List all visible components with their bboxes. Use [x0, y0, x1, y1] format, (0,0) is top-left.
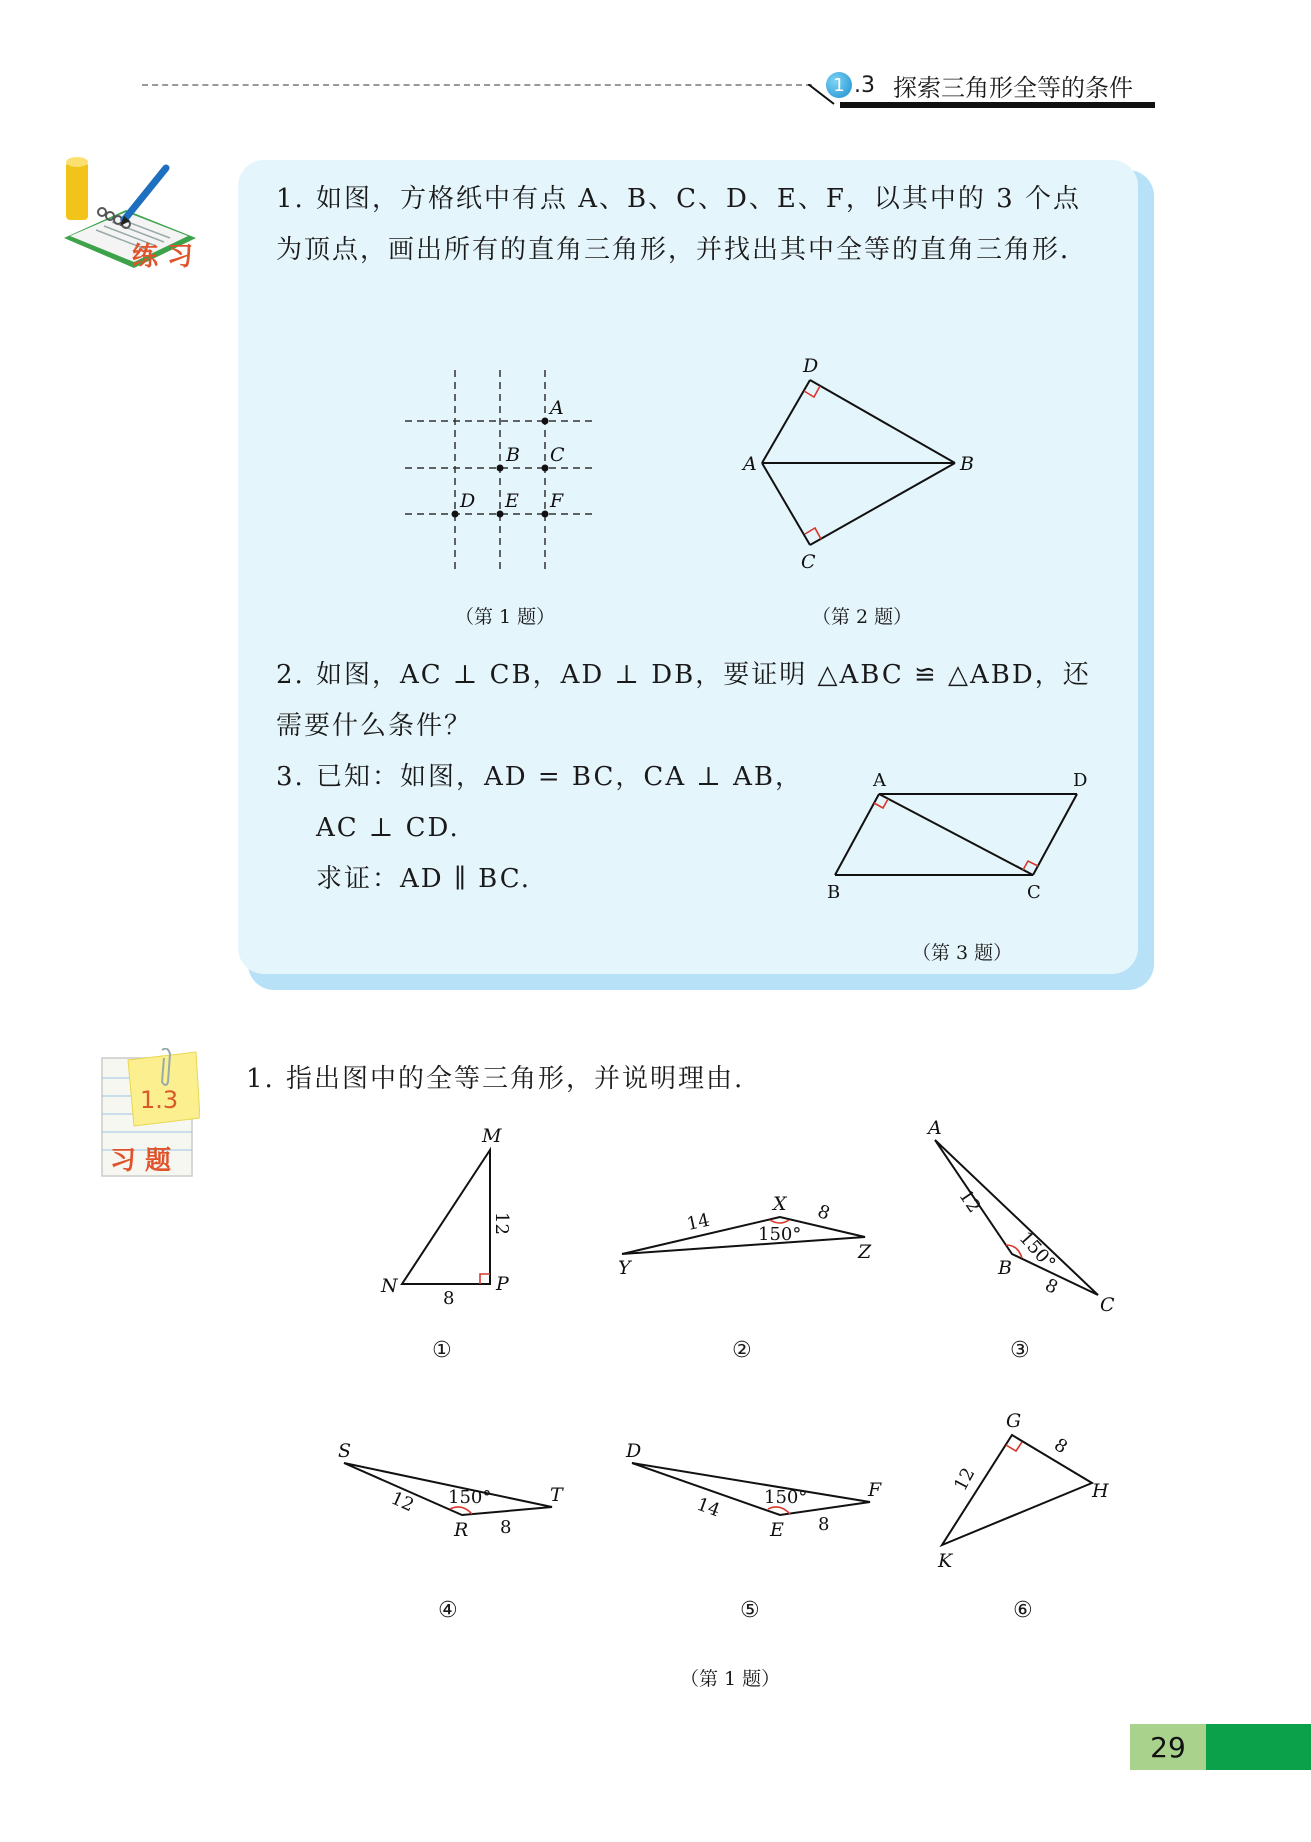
figure-caption: （第 1 题） [455, 606, 556, 628]
point-label: C [1027, 882, 1041, 903]
figure-number: ④ [438, 1598, 458, 1623]
triangle-figure-5 [620, 1435, 890, 1555]
side-label: 12 [954, 1186, 985, 1217]
practice-icon [56, 150, 206, 285]
side-label: 8 [1041, 1274, 1062, 1299]
point-label: C [550, 444, 565, 466]
vertex-label: S [338, 1440, 352, 1462]
question-number: 1. [276, 184, 305, 214]
point-label: B [960, 453, 974, 475]
triangle-figure-2 [610, 1190, 885, 1290]
vertex-label: N [381, 1275, 398, 1297]
point-label: B [827, 882, 841, 903]
practice-question-1 [276, 174, 1106, 276]
figure-caption: （第 3 题） [912, 942, 1013, 964]
vertex-label: M [482, 1125, 502, 1147]
kite-figure [735, 350, 985, 580]
triangle-figure-1 [375, 1120, 525, 1305]
angle-label: 150° [448, 1487, 492, 1508]
page-number-bar-dark [1206, 1724, 1311, 1770]
exercise-icon-label: 习 题 [110, 1146, 172, 1176]
triangle-figure-4 [332, 1435, 572, 1555]
question-text: 指出图中的全等三角形，并说明理由. [286, 1064, 745, 1094]
angle-label: 150° [758, 1224, 802, 1245]
question-text: 如图，方格纸中有点 A、B、C、D、E、F，以其中的 3 个点为顶点，画出所有的直角三角形，并找出其中全等的直角三角形． [276, 184, 1089, 265]
question-number: 1. [246, 1064, 275, 1094]
vertex-label: Z [858, 1241, 872, 1263]
question-number: 3. [276, 762, 305, 792]
vertex-label: Y [618, 1257, 631, 1279]
point-label: C [801, 551, 816, 573]
vertex-label: H [1092, 1480, 1109, 1502]
angle-label: 150° [1014, 1227, 1060, 1274]
exercise-icon [100, 1048, 200, 1183]
point-label: D [803, 355, 819, 377]
section-title: 探索三角形全等的条件 [893, 73, 1133, 102]
exercise-icon-number: 1.3 [140, 1086, 179, 1114]
page-number: 29 [1150, 1730, 1186, 1764]
practice-question-2 [276, 650, 1106, 752]
triangle-figure-6 [930, 1405, 1110, 1575]
question-text: 求证：AD ∥ BC. [316, 864, 531, 894]
figure-caption: （第 1 题） [680, 1668, 781, 1690]
side-label: 8 [818, 1514, 830, 1535]
point-label: F [550, 490, 564, 512]
vertex-label: D [626, 1440, 642, 1462]
vertex-label: F [868, 1479, 882, 1501]
point-label: A [873, 770, 886, 791]
side-label: 14 [684, 1209, 712, 1235]
vertex-label: G [1006, 1410, 1022, 1432]
question-text: 如图，AC ⊥ CB，AD ⊥ DB，要证明 △ABC ≌ △ABD，还需要什么条件？ [276, 660, 1091, 741]
vertex-label: K [938, 1550, 953, 1572]
vertex-label: E [770, 1519, 784, 1541]
point-label: D [460, 490, 476, 512]
vertex-label: B [998, 1257, 1012, 1279]
point-label: A [743, 453, 757, 475]
parallelogram-figure [815, 764, 1105, 914]
header-underline [840, 102, 1155, 108]
triangle-figure-3 [920, 1120, 1120, 1315]
side-label: 8 [443, 1288, 455, 1305]
grid-figure [395, 370, 610, 570]
point-label: E [505, 490, 519, 512]
point-label: B [506, 444, 520, 466]
side-label: 14 [693, 1493, 723, 1522]
point-label: A [550, 397, 564, 419]
side-label: 12 [950, 1464, 980, 1495]
side-label: 12 [491, 1212, 512, 1235]
vertex-label: P [496, 1273, 509, 1295]
practice-question-3 [276, 752, 836, 905]
figure-number: ⑥ [1013, 1598, 1033, 1623]
section-number-rest: .3 [854, 72, 875, 98]
vertex-label: R [454, 1519, 469, 1541]
side-label: 8 [1050, 1434, 1072, 1459]
vertex-label: C [1100, 1294, 1115, 1315]
vertex-label: A [928, 1120, 942, 1139]
angle-label: 150° [764, 1487, 808, 1508]
question-text: AC ⊥ CD. [316, 813, 460, 843]
section-number-badge: 1 [826, 72, 852, 98]
vertex-label: T [550, 1484, 563, 1506]
practice-icon-label: 练 习 [132, 242, 194, 272]
side-label: 8 [814, 1200, 833, 1225]
exercise-question-1 [246, 1054, 1146, 1105]
point-label: D [1073, 770, 1088, 791]
figure-number: ② [732, 1338, 752, 1363]
vertex-label: X [773, 1193, 787, 1215]
side-label: 8 [500, 1517, 512, 1538]
question-number: 2. [276, 660, 305, 690]
header-dashed-rule [142, 84, 812, 86]
figure-number: ⑤ [740, 1598, 760, 1623]
side-label: 12 [387, 1487, 418, 1517]
figure-number: ① [432, 1338, 452, 1363]
figure-caption: （第 2 题） [812, 606, 913, 628]
figure-number: ③ [1010, 1338, 1030, 1363]
question-text: 已知：如图，AD = BC，CA ⊥ AB， [316, 762, 803, 792]
section-header [826, 70, 1133, 100]
